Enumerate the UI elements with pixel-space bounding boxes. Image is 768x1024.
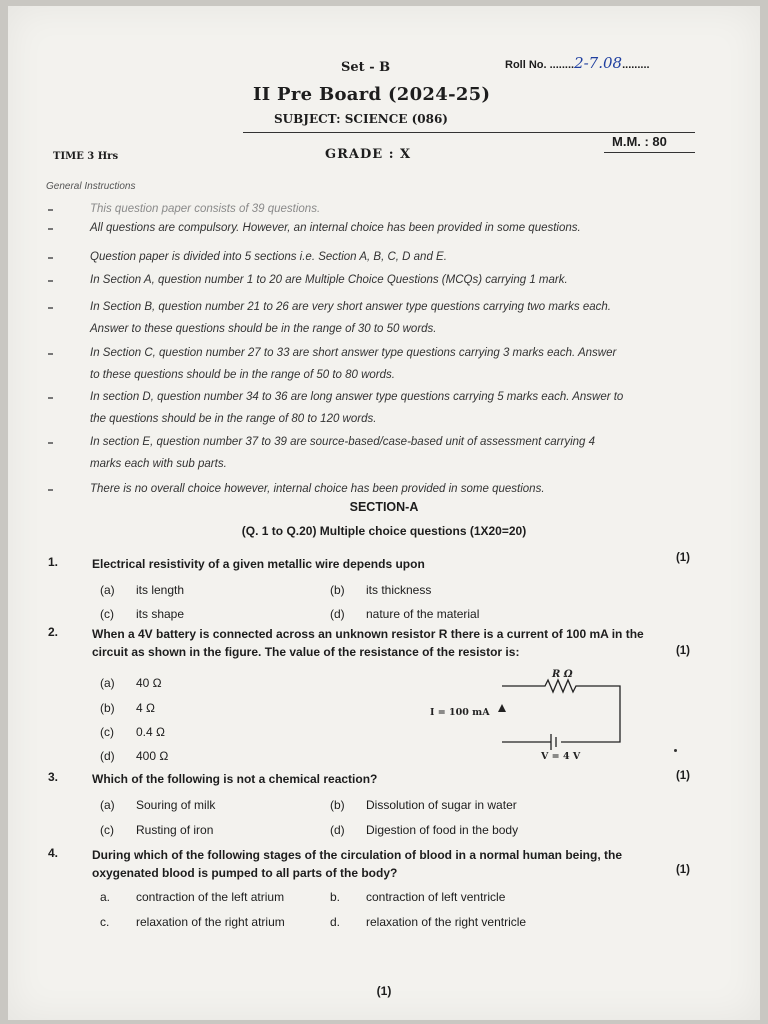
option-label: d.: [330, 915, 341, 929]
option-text: Dissolution of sugar in water: [366, 798, 517, 812]
question-text: [92, 770, 704, 788]
option-label: (a): [100, 583, 115, 597]
option-label: (a): [100, 676, 115, 690]
current-arrow: [498, 704, 506, 712]
answer-option[interactable]: [330, 798, 517, 812]
instruction-line: to these questions should be in the range of 50 to 80 words.: [90, 369, 395, 381]
question-text: [92, 625, 704, 661]
instruction-line: Question paper is divided into 5 sections i.e. Section A, B, C, D and E.: [90, 251, 447, 263]
time-allowed: TIME 3 Hrs: [53, 151, 119, 162]
answer-option[interactable]: [100, 798, 215, 812]
roll-number-value: 2-7.08: [574, 54, 623, 72]
instruction-bullet: [48, 280, 53, 282]
section-subtitle: (Q. 1 to Q.20) Multiple choice questions (1X20=20): [241, 524, 527, 538]
answer-option[interactable]: [330, 607, 479, 621]
instruction-line: In section E, question number 37 to 39 are source-based/case-based unit of assessment carrying 4: [90, 436, 596, 448]
answer-option[interactable]: [330, 823, 518, 837]
circuit-wire: [502, 680, 620, 742]
roll-number: [505, 54, 650, 72]
option-label: (c): [100, 823, 114, 837]
question-number: 4.: [48, 846, 59, 860]
instruction-bullet: [48, 209, 53, 211]
instruction-bullet: [48, 442, 53, 444]
exam-title: II Pre Board (2024-25): [253, 84, 491, 105]
option-label: (b): [330, 583, 345, 597]
instruction-item: [90, 296, 715, 340]
instruction-line: All questions are compulsory. However, an internal choice has been provided in some questions.: [90, 222, 581, 234]
option-text: contraction of the left atrium: [136, 890, 285, 904]
option-text: contraction of left ventricle: [366, 890, 506, 904]
stray-dot: [674, 749, 677, 752]
instruction-bullet: [48, 228, 53, 230]
answer-option[interactable]: [100, 890, 284, 904]
instruction-item: [90, 478, 715, 500]
resistor-label: R Ω: [552, 669, 573, 680]
option-text: Souring of milk: [136, 798, 216, 812]
option-text: nature of the material: [366, 607, 480, 621]
answer-option[interactable]: [100, 701, 155, 715]
option-label: b.: [330, 890, 341, 904]
answer-option[interactable]: [330, 583, 431, 597]
question-marks: (1): [675, 552, 690, 564]
option-label: (c): [100, 725, 114, 739]
instruction-item: [90, 269, 715, 291]
instruction-line: In Section C, question number 27 to 33 are short answer type questions carrying 3 marks each. Answer: [90, 347, 617, 359]
set-label: Set - B: [341, 60, 391, 75]
answer-option[interactable]: [100, 823, 213, 837]
instruction-line: In section D, question number 34 to 36 are long answer type questions carrying 5 marks each. Answer to: [90, 391, 624, 403]
section-title: SECTION-A: [349, 500, 419, 514]
option-label: (b): [100, 701, 115, 715]
option-label: (d): [330, 607, 345, 621]
instruction-line: In Section A, question number 1 to 20 are Multiple Choice Questions (MCQs) carrying 1 mark.: [90, 274, 568, 286]
question-line: oxygenated blood is pumped to all parts of the body?: [92, 866, 398, 880]
answer-option[interactable]: [100, 749, 168, 763]
current-label: I = 100 mA: [430, 707, 490, 718]
instruction-item: [90, 342, 715, 386]
instructions-heading: General Instructions: [46, 181, 136, 192]
option-label: c.: [100, 915, 110, 929]
instruction-line: There is no overall choice however, internal choice has been provided in some questions.: [90, 483, 545, 495]
question-number: 2.: [48, 625, 59, 639]
answer-option[interactable]: [100, 676, 162, 690]
roll-number-label: Roll No. ........: [505, 59, 575, 71]
option-text: relaxation of the right ventricle: [366, 915, 527, 929]
instruction-bullet: [48, 307, 53, 309]
answer-option[interactable]: [330, 915, 526, 929]
option-text: its length: [136, 583, 185, 597]
question-line: During which of the following stages of the circulation of blood in a normal human being, the: [92, 848, 623, 862]
question-marks: (1): [675, 864, 690, 876]
option-text: 4 Ω: [136, 701, 155, 715]
instruction-item: [90, 431, 715, 475]
question-line: Electrical resistivity of a given metallic wire depends upon: [92, 557, 425, 571]
instruction-item: [90, 217, 715, 239]
option-text: relaxation of the right atrium: [136, 915, 285, 929]
question-number: 3.: [48, 770, 59, 784]
option-text: 400 Ω: [136, 749, 169, 763]
instruction-bullet: [48, 397, 53, 399]
question-marks: (1): [675, 645, 690, 657]
instruction-item: [90, 386, 715, 430]
option-label: (d): [330, 823, 345, 837]
instruction-bullet: [48, 353, 53, 355]
question-line: When a 4V battery is connected across an unknown resistor R there is a current of 100 mA in the: [92, 627, 644, 641]
exam-page: [8, 6, 760, 1020]
max-marks-underline: [604, 152, 695, 153]
header-divider: [243, 132, 695, 133]
grade-label: GRADE : X: [325, 147, 412, 162]
instruction-line: marks each with sub parts.: [90, 458, 227, 470]
instruction-item: [90, 246, 715, 268]
instruction-line: This question paper consists of 39 questions.: [90, 203, 321, 215]
option-label: a.: [100, 890, 111, 904]
answer-option[interactable]: [100, 725, 165, 739]
max-marks: M.M. : 80: [612, 134, 667, 149]
option-text: 0.4 Ω: [136, 725, 165, 739]
option-text: Digestion of food in the body: [366, 823, 519, 837]
instruction-line: Answer to these questions should be in the range of 30 to 50 words.: [90, 323, 437, 335]
instruction-line: In Section B, question number 21 to 26 are very short answer type questions carrying two marks each.: [90, 301, 611, 313]
option-label: (c): [100, 607, 114, 621]
option-label: (b): [330, 798, 345, 812]
subject-line: SUBJECT: SCIENCE (086): [274, 112, 448, 126]
roll-number-trail: .........: [622, 59, 650, 71]
instruction-bullet: [48, 489, 53, 491]
question-line: circuit as shown in the figure. The value of the resistance of the resistor is:: [92, 645, 520, 659]
question-number: 1.: [48, 555, 59, 569]
voltage-label: V = 4 V: [541, 751, 581, 761]
option-label: (a): [100, 798, 115, 812]
option-text: 40 Ω: [136, 676, 162, 690]
answer-option[interactable]: [100, 583, 184, 597]
question-text: [92, 846, 704, 882]
option-text: its thickness: [366, 583, 432, 597]
instruction-bullet: [48, 257, 53, 259]
answer-option[interactable]: [330, 890, 505, 904]
answer-option[interactable]: [100, 915, 285, 929]
question-line: Which of the following is not a chemical reaction?: [92, 772, 378, 786]
option-text: its shape: [136, 607, 185, 621]
page-number: (1): [376, 984, 392, 998]
option-text: Rusting of iron: [136, 823, 214, 837]
instruction-line: the questions should be in the range of 80 to 120 words.: [90, 413, 377, 425]
question-marks: (1): [675, 770, 690, 782]
answer-option[interactable]: [100, 607, 184, 621]
question-text: [92, 555, 704, 573]
option-label: (d): [100, 749, 115, 763]
circuit-diagram: [420, 666, 630, 761]
